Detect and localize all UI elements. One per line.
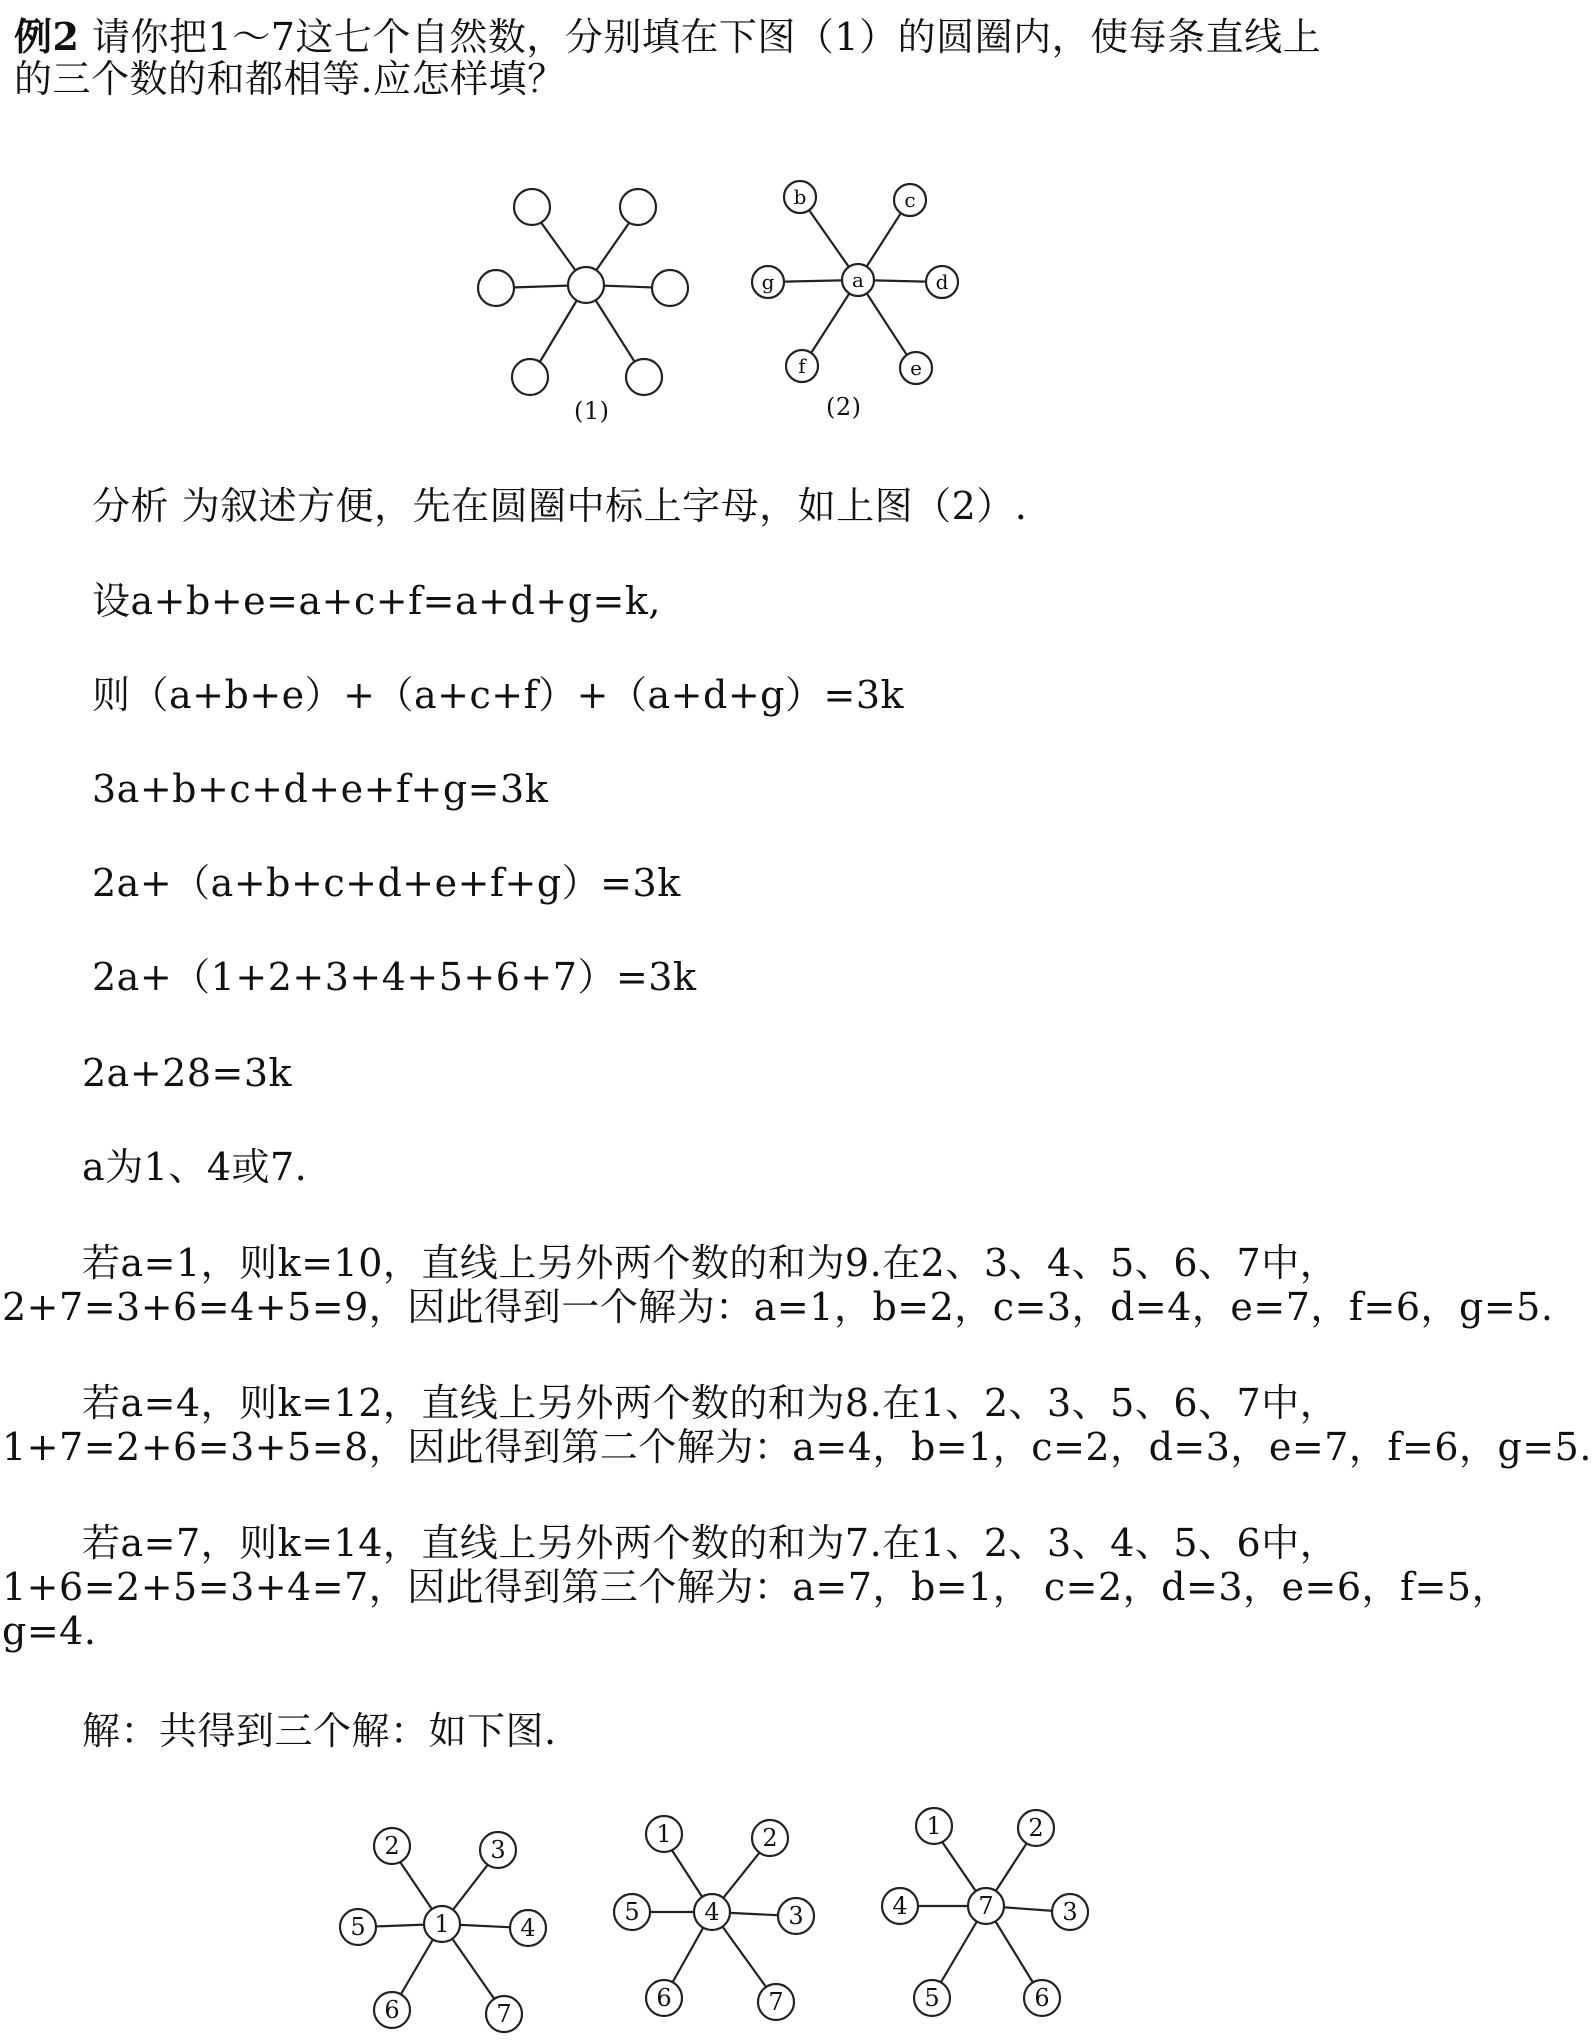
fig2-label-left: g — [761, 270, 775, 294]
sol2-num-left: 5 — [624, 1898, 640, 1926]
problem-label: 例2 — [14, 14, 80, 59]
sol2-num-top-right: 2 — [762, 1824, 778, 1852]
solution-diagram-1 — [330, 1820, 550, 2040]
analysis-intro: 分析 为叙述方便，先在圆圈中标上字母，如上图（2）. — [92, 484, 1028, 528]
case-3-line-1: 若a=7，则k=14，直线上另外两个数的和为7.在1、2、3、4、5、6中， — [82, 1521, 1339, 1565]
case-3-line-2: 1+6=2+5=3+4=7，因此得到第三个解为：a=7，b=1， c=2，d=3，e=6，f=5， — [2, 1565, 1511, 1609]
sol2-num-center: 4 — [704, 1898, 720, 1926]
case-1-line-2: 2+7=3+6=4+5=9，因此得到一个解为：a=1，b=2，c=3，d=4，e=7，f=6，g=5. — [2, 1285, 1554, 1329]
sol1-num-bottom-left: 6 — [384, 1996, 400, 2024]
sol1-num-top-right: 3 — [490, 1836, 506, 1864]
analysis-step-1: 设a+b+e=a+c+f=a+d+g=k, — [92, 579, 661, 623]
sol2-num-bottom-left: 6 — [656, 1984, 672, 2012]
analysis-step-6: 2a+28=3k — [82, 1051, 293, 1095]
figure-2-diagram — [750, 176, 970, 406]
solution-diagram-3 — [872, 1800, 1092, 2020]
fig1-circle-right — [652, 270, 688, 306]
fig1-circle-bottom-right — [626, 359, 662, 395]
solution-diagram-2 — [600, 1806, 820, 2026]
sol2-num-right: 3 — [788, 1902, 804, 1930]
sol3-num-left: 4 — [892, 1892, 908, 1920]
problem-line-1 — [14, 14, 1321, 60]
sol3-num-bottom-left: 5 — [924, 1984, 940, 2012]
sol1-num-center: 1 — [434, 1910, 450, 1938]
sol1-num-left: 5 — [350, 1913, 366, 1941]
fig2-label-bottom-right: e — [910, 356, 922, 380]
sol3-num-top-left: 1 — [926, 1812, 942, 1840]
analysis-step-5: 2a+（1+2+3+4+5+6+7）=3k — [92, 955, 697, 999]
fig1-circle-center — [568, 267, 604, 303]
sol3-num-bottom-right: 6 — [1034, 1984, 1050, 2012]
fig1-circle-left — [478, 270, 514, 306]
case-3-line-3: g=4. — [2, 1609, 97, 1653]
sol3-num-top-right: 2 — [1028, 1814, 1044, 1842]
analysis-step-2: 则（a+b+e）+（a+c+f）+（a+d+g）=3k — [92, 673, 905, 717]
figure-2-caption: (2) — [826, 393, 862, 421]
sol3-num-right: 3 — [1062, 1898, 1078, 1926]
fig1-circle-bottom-left — [512, 359, 548, 395]
analysis-step-4: 2a+（a+b+c+d+e+f+g）=3k — [92, 861, 681, 905]
case-2-line-1: 若a=4，则k=12，直线上另外两个数的和为8.在1、2、3、5、6、7中， — [82, 1381, 1339, 1425]
sol2-num-bottom-right: 7 — [768, 1988, 784, 2016]
fig2-label-bottom-left: f — [798, 354, 806, 378]
problem-text-1: 请你把1～7这七个自然数，分别填在下图（1）的圆圈内，使每条直线上 — [92, 15, 1322, 59]
sol1-num-bottom-right: 7 — [496, 2000, 512, 2028]
fig2-label-center: a — [852, 268, 864, 292]
solution-text: 解：共得到三个解：如下图. — [82, 1709, 557, 1753]
problem-line-2: 的三个数的和都相等.应怎样填？ — [14, 57, 566, 101]
sol1-num-top-left: 2 — [384, 1832, 400, 1860]
fig1-circle-top-right — [620, 189, 656, 225]
fig2-label-top-right: c — [904, 188, 916, 212]
analysis-step-7: a为1、4或7. — [82, 1145, 308, 1189]
sol2-num-top-left: 1 — [656, 1820, 672, 1848]
figure-1-diagram — [470, 180, 690, 420]
fig1-circle-top-left — [514, 189, 550, 225]
figure-1-caption: (1) — [574, 397, 610, 425]
case-1-line-1: 若a=1，则k=10，直线上另外两个数的和为9.在2、3、4、5、6、7中， — [82, 1241, 1339, 1285]
analysis-step-3: 3a+b+c+d+e+f+g=3k — [92, 767, 549, 811]
fig2-label-top-left: b — [793, 185, 807, 209]
case-2-line-2: 1+7=2+6=3+5=8，因此得到第二个解为：a=4，b=1，c=2，d=3，e=7，f=6，g=5. — [2, 1425, 1592, 1469]
sol1-num-right: 4 — [520, 1914, 536, 1942]
fig2-label-right: d — [935, 270, 949, 294]
sol3-num-center: 7 — [978, 1892, 994, 1920]
